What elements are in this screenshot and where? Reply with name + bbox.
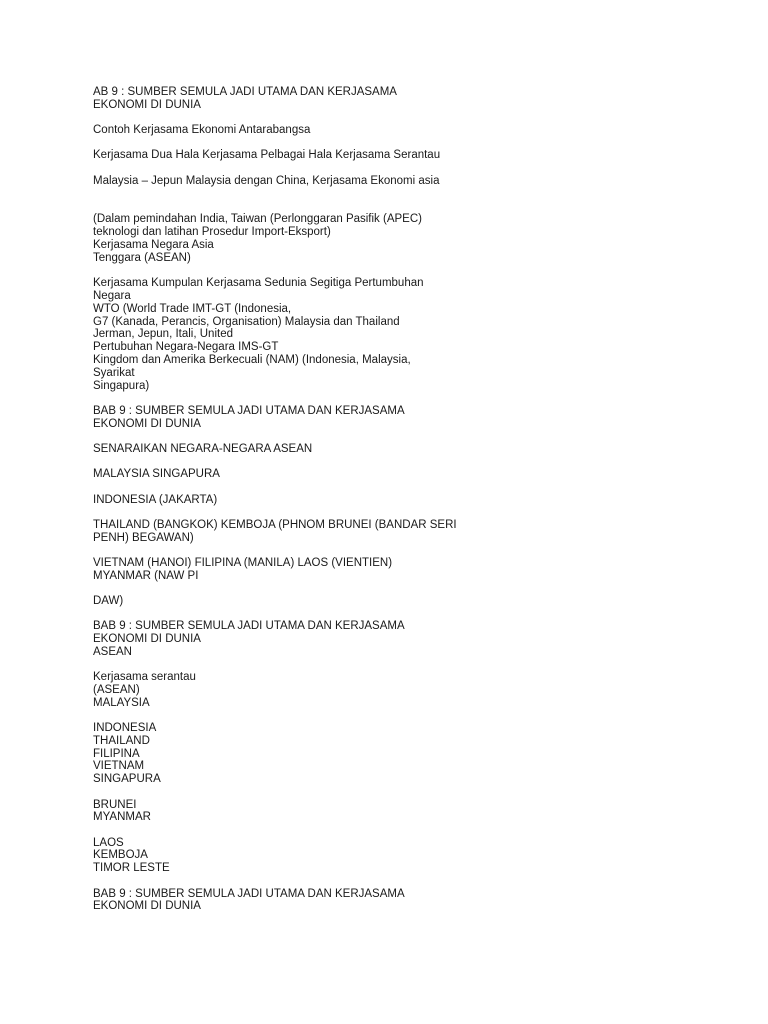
paragraph bbox=[93, 799, 513, 825]
paragraph bbox=[93, 671, 513, 709]
text-line: Contoh Kerjasama Ekonomi Antarabangsa bbox=[93, 124, 311, 137]
paragraph bbox=[93, 494, 513, 507]
text-line: Jerman, Jepun, Itali, United bbox=[93, 328, 233, 341]
paragraph bbox=[93, 124, 513, 137]
text-line: BAB 9 : SUMBER SEMULA JADI UTAMA DAN KERJASAMA bbox=[93, 620, 405, 633]
text-line: EKONOMI DI DUNIA bbox=[93, 98, 201, 111]
text-line: INDONESIA (JAKARTA) bbox=[93, 493, 218, 506]
text-line: Kerjasama Dua Hala Kerjasama Pelbagai Hala Kerjasama Serantau bbox=[93, 149, 441, 162]
text-line: INDONESIA bbox=[93, 722, 157, 735]
paragraph bbox=[93, 620, 513, 658]
text-line: SINGAPURA bbox=[93, 773, 161, 786]
text-line: Syarikat bbox=[93, 366, 135, 379]
text-line: MALAYSIA bbox=[93, 696, 150, 709]
text-line: Kerjasama Negara Asia bbox=[93, 239, 214, 252]
text-line: BAB 9 : SUMBER SEMULA JADI UTAMA DAN KERJASAMA bbox=[93, 887, 405, 900]
text-line: Negara bbox=[93, 289, 131, 302]
text-line: LAOS bbox=[93, 836, 124, 849]
text-line: THAILAND (BANGKOK) KEMBOJA (PHNOM BRUNEI (BANDAR SERI bbox=[93, 518, 457, 531]
text-line: (Dalam pemindahan India, Taiwan (Perlonggaran Pasifik (APEC) bbox=[93, 213, 422, 226]
paragraph bbox=[93, 405, 513, 431]
paragraph bbox=[93, 519, 513, 545]
text-line: VIETNAM bbox=[93, 760, 145, 773]
text-line: Kingdom dan Amerika Berkecuali (NAM) (Indonesia, Malaysia, bbox=[93, 353, 411, 366]
paragraph bbox=[93, 722, 513, 786]
text-line: DAW) bbox=[93, 595, 124, 608]
text-line: KEMBOJA bbox=[93, 849, 148, 862]
paragraph bbox=[93, 443, 513, 456]
text-line: (ASEAN) bbox=[93, 684, 140, 696]
text-line: BAB 9 : SUMBER SEMULA JADI UTAMA DAN KERJASAMA bbox=[93, 404, 405, 417]
text-line: Kerjasama Kumpulan Kerjasama Sedunia Segitiga Pertumbuhan bbox=[93, 277, 424, 290]
paragraph bbox=[93, 213, 513, 264]
text-line: FILIPINA bbox=[93, 747, 140, 760]
text-line: AB 9 : SUMBER SEMULA JADI UTAMA DAN KERJASAMA bbox=[93, 86, 397, 98]
text-line: SENARAIKAN NEGARA-NEGARA ASEAN bbox=[93, 442, 313, 455]
text-line: EKONOMI DI DUNIA bbox=[93, 633, 201, 646]
paragraph bbox=[93, 557, 513, 583]
document-page bbox=[93, 86, 513, 926]
text-line: MYANMAR (NAW PI bbox=[93, 569, 199, 582]
text-line: G7 (Kanada, Perancis, Organisation) Malaysia dan Thailand bbox=[93, 315, 400, 328]
text-line: BRUNEI bbox=[93, 798, 137, 811]
text-line: MALAYSIA SINGAPURA bbox=[93, 468, 220, 481]
text-line: TIMOR LESTE bbox=[93, 862, 170, 875]
paragraph bbox=[93, 888, 513, 914]
text-line: Malaysia – Jepun Malaysia dengan China, Kerjasama Ekonomi asia bbox=[93, 174, 440, 187]
text-line: teknologi dan latihan Prosedur Import-Eksport) bbox=[93, 226, 331, 239]
text-line: MYANMAR bbox=[93, 811, 151, 824]
paragraph bbox=[93, 595, 513, 608]
text-line: PENH) BEGAWAN) bbox=[93, 531, 194, 544]
paragraph bbox=[93, 149, 513, 162]
text-line: Kerjasama serantau bbox=[93, 671, 196, 684]
paragraph bbox=[93, 837, 513, 875]
paragraph bbox=[93, 468, 513, 481]
text-line: ASEAN bbox=[93, 645, 132, 658]
text-line: VIETNAM (HANOI) FILIPINA (MANILA) LAOS (VIENTIEN) bbox=[93, 556, 393, 569]
text-line: EKONOMI DI DUNIA bbox=[93, 417, 201, 430]
paragraph bbox=[93, 277, 513, 392]
paragraph bbox=[93, 175, 513, 188]
text-line: WTO (World Trade IMT-GT (Indonesia, bbox=[93, 302, 292, 315]
text-line: THAILAND bbox=[93, 734, 150, 747]
text-line: Tenggara (ASEAN) bbox=[93, 251, 191, 264]
paragraph bbox=[93, 86, 513, 112]
text-line: EKONOMI DI DUNIA bbox=[93, 900, 201, 913]
text-line: Singapura) bbox=[93, 379, 150, 392]
text-line: Pertubuhan Negara-Negara IMS-GT bbox=[93, 341, 279, 354]
